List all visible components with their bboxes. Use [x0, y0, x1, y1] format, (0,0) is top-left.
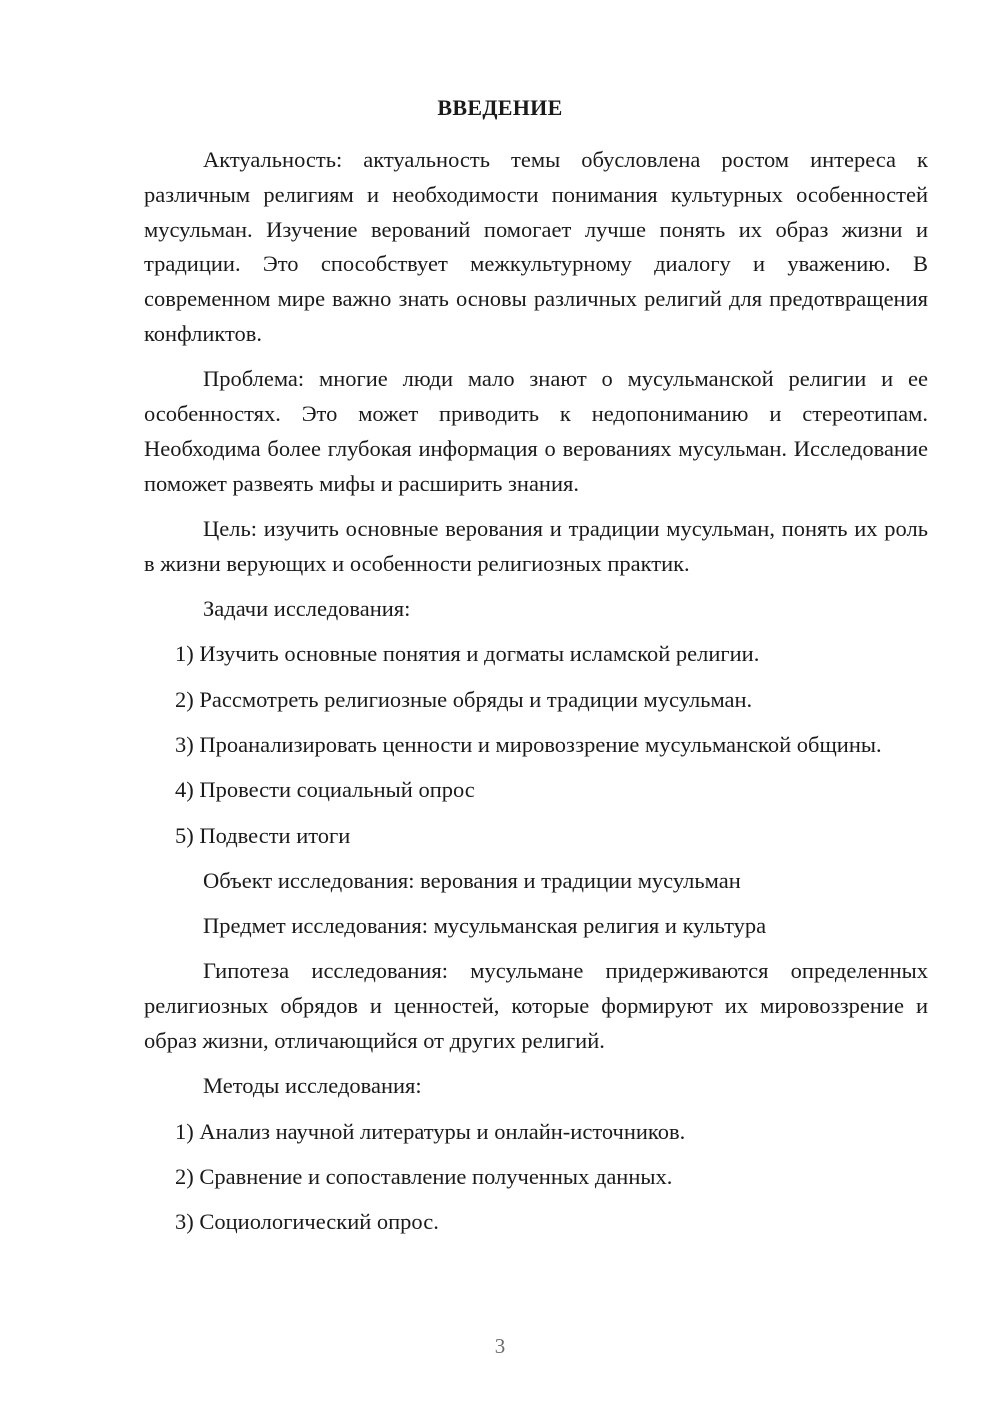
page-number: 3	[494, 1334, 506, 1358]
method-item: 1) Анализ научной литературы и онлайн-источников.	[175, 1118, 686, 1144]
problem-paragraph: Проблема: многие люди мало знают о мусульманской религии и ее особенностях. Это может приводить к недопониманию и стереотипам. Необходима более глубокая информация о верованиях мусульман. Исследование поможет развеять мифы и расширить знания.	[144, 366, 928, 496]
goal-paragraph: Цель: изучить основные верования и традиции мусульман, понять их роль в жизни верующих и особенности религиозных практик.	[144, 515, 928, 576]
subject-line: Предмет исследования: мусульманская религия и культура	[203, 913, 767, 939]
task-item: 3) Проанализировать ценности и мировоззрение мусульманской общины.	[175, 731, 882, 757]
task-item: 5) Подвести итоги	[175, 822, 351, 848]
tasks-heading: Задачи исследования:	[203, 596, 411, 622]
hypothesis-paragraph: Гипотеза исследования: мусульмане придерживаются определенных религиозных обрядов и ценностей, которые формируют их мировоззрение и образ жизни, отличающийся от других религий.	[144, 958, 928, 1054]
document-body	[144, 143, 928, 1251]
object-line: Объект исследования: верования и традиции мусульман	[203, 867, 741, 893]
task-item: 2) Рассмотреть религиозные обряды и традиции мусульман.	[175, 686, 753, 712]
relevance-paragraph: Актуальность: актуальность темы обусловлена ростом интереса к различным религиям и необходимости понимания культурных особенностей мусульман. Изучение верований помогает лучше понять их образ жизни и традиции. Это способствует межкультурному диалогу и уважению. В современном мире важно знать основы различных религий для предотвращения конфликтов.	[144, 147, 928, 346]
page-title: ВВЕДЕНИЕ	[437, 95, 563, 120]
task-item: 1) Изучить основные понятия и догматы исламской религии.	[175, 641, 760, 667]
task-item: 4) Провести социальный опрос	[175, 777, 475, 803]
methods-heading: Методы исследования:	[203, 1073, 422, 1099]
method-item: 2) Сравнение и сопоставление полученных данных.	[175, 1163, 673, 1189]
method-item: 3) Социологический опрос.	[175, 1209, 439, 1235]
